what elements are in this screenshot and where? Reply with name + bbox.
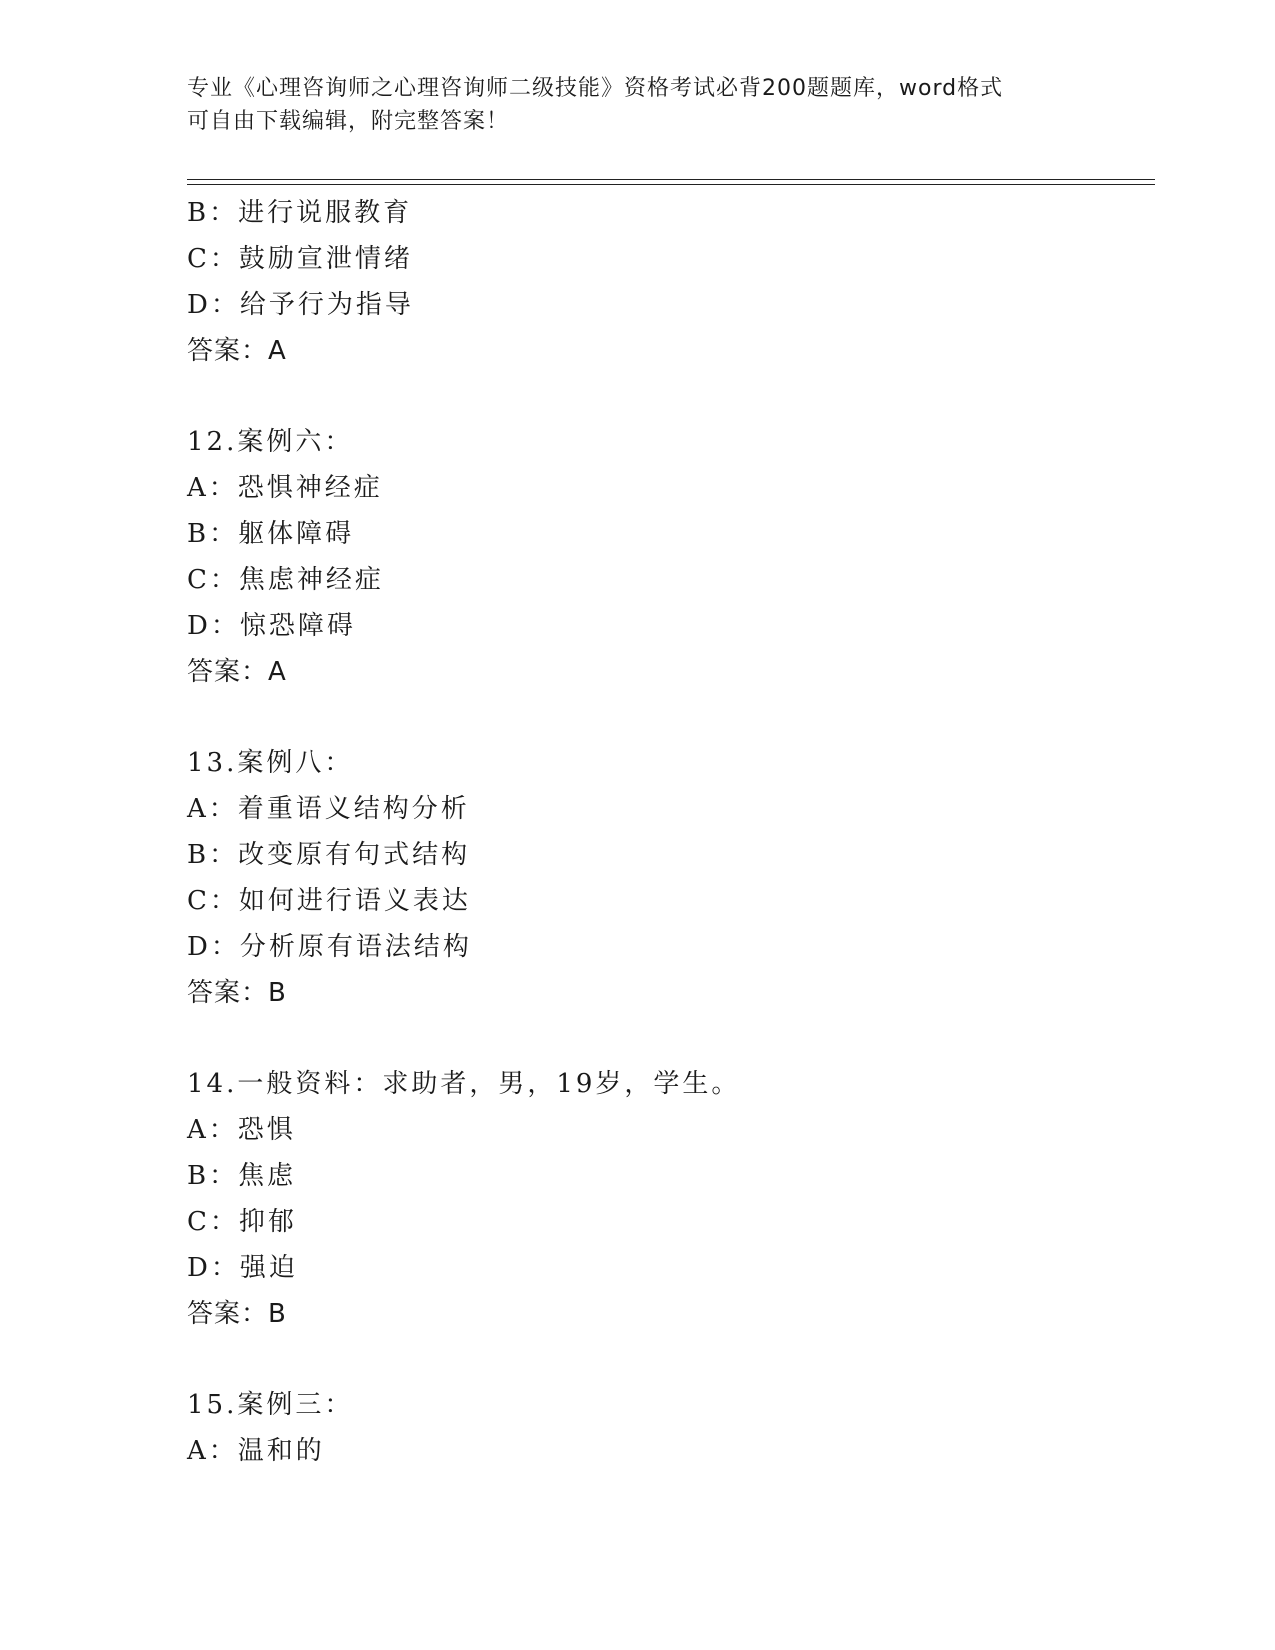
option-b: B：进行说服教育	[187, 198, 413, 228]
option-a: A：着重语义结构分析	[187, 794, 470, 824]
document-header	[187, 72, 1087, 138]
option-d: D：分析原有语法结构	[187, 932, 472, 962]
option-c: C：鼓励宣泄情绪	[187, 244, 413, 274]
answer: 答案：B	[187, 1299, 287, 1329]
answer: 答案：A	[187, 657, 287, 687]
option-d: D：强迫	[187, 1253, 298, 1283]
question-list	[187, 190, 1147, 1474]
answer: 答案：A	[187, 336, 287, 366]
option-c: C：焦虑神经症	[187, 565, 384, 595]
question-11	[187, 190, 1147, 374]
option-a: A：恐惧	[187, 1115, 296, 1145]
option-a: A：温和的	[187, 1436, 325, 1466]
option-b: B：躯体障碍	[187, 519, 355, 549]
answer: 答案：B	[187, 978, 287, 1008]
question-15	[187, 1382, 1147, 1474]
option-c: C：抑郁	[187, 1207, 297, 1237]
question-14	[187, 1061, 1147, 1337]
question-12	[187, 419, 1147, 695]
question-stem: 15.案例三：	[187, 1390, 354, 1420]
question-stem: 14.一般资料：求助者，男，19岁，学生。	[187, 1069, 741, 1099]
option-b: B：改变原有句式结构	[187, 840, 471, 870]
question-stem: 12.案例六：	[187, 427, 354, 457]
header-title-line-2: 可自由下载编辑，附完整答案！	[187, 109, 510, 134]
option-c: C：如何进行语义表达	[187, 886, 471, 916]
header-rule-top	[187, 179, 1155, 180]
option-d: D：给予行为指导	[187, 290, 414, 320]
option-b: B：焦虑	[187, 1161, 297, 1191]
option-a: A：恐惧神经症	[187, 473, 383, 503]
option-d: D：惊恐障碍	[187, 611, 356, 641]
question-stem: 13.案例八：	[187, 748, 354, 778]
header-rule-bottom	[187, 184, 1155, 185]
header-title-line-1: 专业《心理咨询师之心理咨询师二级技能》资格考试必背200题题库，word格式	[187, 76, 1004, 101]
question-13	[187, 740, 1147, 1016]
